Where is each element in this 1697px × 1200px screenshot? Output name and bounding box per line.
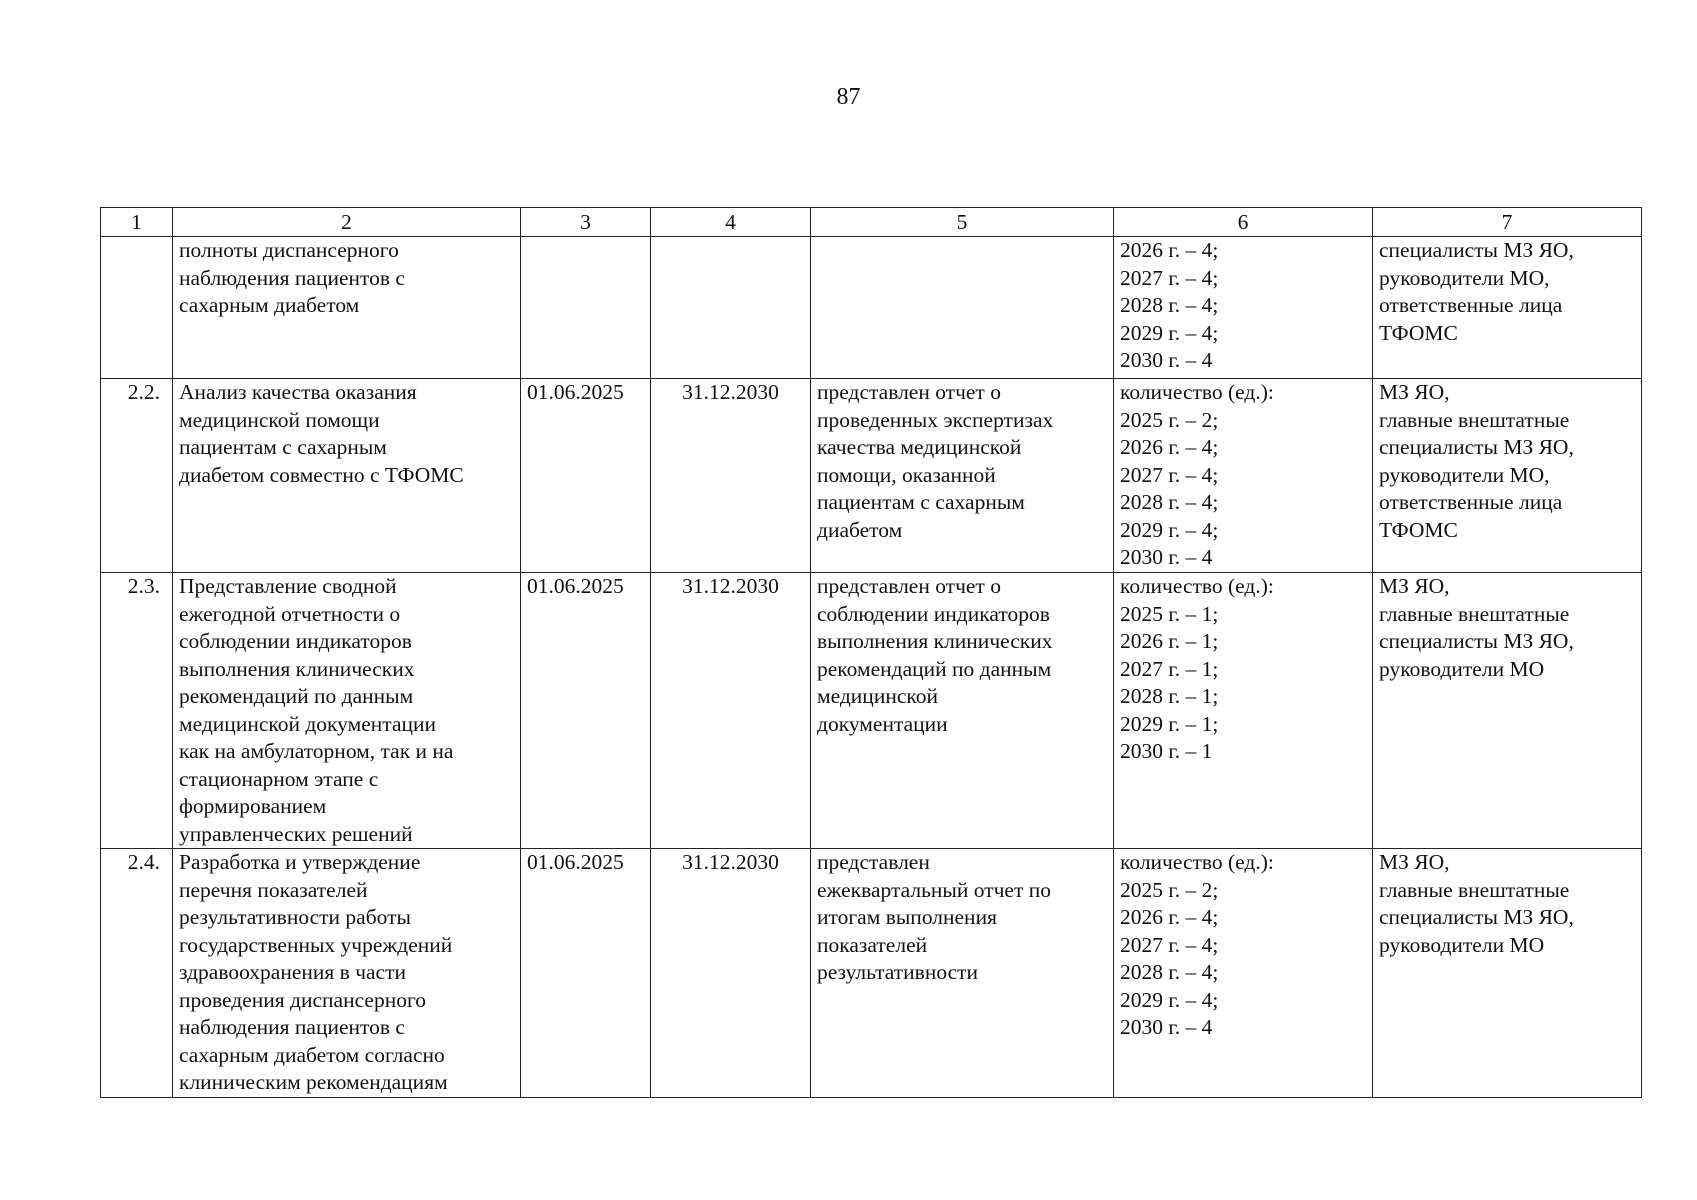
table-row (101, 573, 1642, 849)
indicator-values: количество (ед.): 2025 г. – 2; 2026 г. – 4; 2027 г. – 4; 2028 г. – 4; 2029 г. – 4; 2030 г. – 4 (1114, 849, 1373, 1098)
expected-result: представлен ежеквартальный отчет по итогам выполнения показателей результативности (811, 849, 1114, 1098)
row-number: 2.2. (101, 379, 173, 573)
responsible-parties: МЗ ЯО, главные внештатные специалисты МЗ ЯО, руководители МО (1373, 573, 1642, 849)
indicator-values: 2026 г. – 4; 2027 г. – 4; 2028 г. – 4; 2029 г. – 4; 2030 г. – 4 (1114, 237, 1373, 379)
column-header: 5 (811, 208, 1114, 237)
column-header: 2 (173, 208, 521, 237)
start-date: 01.06.2025 (521, 379, 651, 573)
end-date: 31.12.2030 (651, 379, 811, 573)
row-number: 2.3. (101, 573, 173, 849)
start-date: 01.06.2025 (521, 849, 651, 1098)
start-date: 01.06.2025 (521, 573, 651, 849)
expected-result: представлен отчет о соблюдении индикаторов выполнения клинических рекомендаций по данным медицинской документации (811, 573, 1114, 849)
indicator-values: количество (ед.): 2025 г. – 2; 2026 г. – 4; 2027 г. – 4; 2028 г. – 4; 2029 г. – 4; 2030 г. – 4 (1114, 379, 1373, 573)
table-row (101, 849, 1642, 1098)
end-date: 31.12.2030 (651, 849, 811, 1098)
end-date: 31.12.2030 (651, 573, 811, 849)
end-date (651, 237, 811, 379)
activities-table (100, 207, 1642, 1098)
table-row (101, 379, 1642, 573)
responsible-parties: МЗ ЯО, главные внештатные специалисты МЗ ЯО, руководители МО, ответственные лица ТФОМС (1373, 379, 1642, 573)
column-header: 4 (651, 208, 811, 237)
activity-name: полноты диспансерного наблюдения пациентов с сахарным диабетом (173, 237, 521, 379)
activity-name: Анализ качества оказания медицинской помощи пациентам с сахарным диабетом совместно с ТФОМС (173, 379, 521, 573)
column-header: 7 (1373, 208, 1642, 237)
page-number: 87 (836, 84, 861, 110)
indicator-values: количество (ед.): 2025 г. – 1; 2026 г. – 1; 2027 г. – 1; 2028 г. – 1; 2029 г. – 1; 2030 г. – 1 (1114, 573, 1373, 849)
activity-name: Представление сводной ежегодной отчетности о соблюдении индикаторов выполнения клинических рекомендаций по данным медицинской документации как на амбулаторном, так и на стационарном этапе с формированием управленческих решений (173, 573, 521, 849)
table-header-row (101, 208, 1642, 237)
activity-name: Разработка и утверждение перечня показателей результативности работы государственных учреждений здравоохранения в части проведения диспансерного наблюдения пациентов с сахарным диабетом согласно клиническим рекомендациям (173, 849, 521, 1098)
row-number: 2.4. (101, 849, 173, 1098)
responsible-parties: МЗ ЯО, главные внештатные специалисты МЗ ЯО, руководители МО (1373, 849, 1642, 1098)
row-number (101, 237, 173, 379)
expected-result: представлен отчет о проведенных экспертизах качества медицинской помощи, оказанной пациентам с сахарным диабетом (811, 379, 1114, 573)
table-row (101, 237, 1642, 379)
start-date (521, 237, 651, 379)
column-header: 6 (1114, 208, 1373, 237)
column-header: 3 (521, 208, 651, 237)
responsible-parties: специалисты МЗ ЯО, руководители МО, ответственные лица ТФОМС (1373, 237, 1642, 379)
column-header: 1 (101, 208, 173, 237)
expected-result (811, 237, 1114, 379)
